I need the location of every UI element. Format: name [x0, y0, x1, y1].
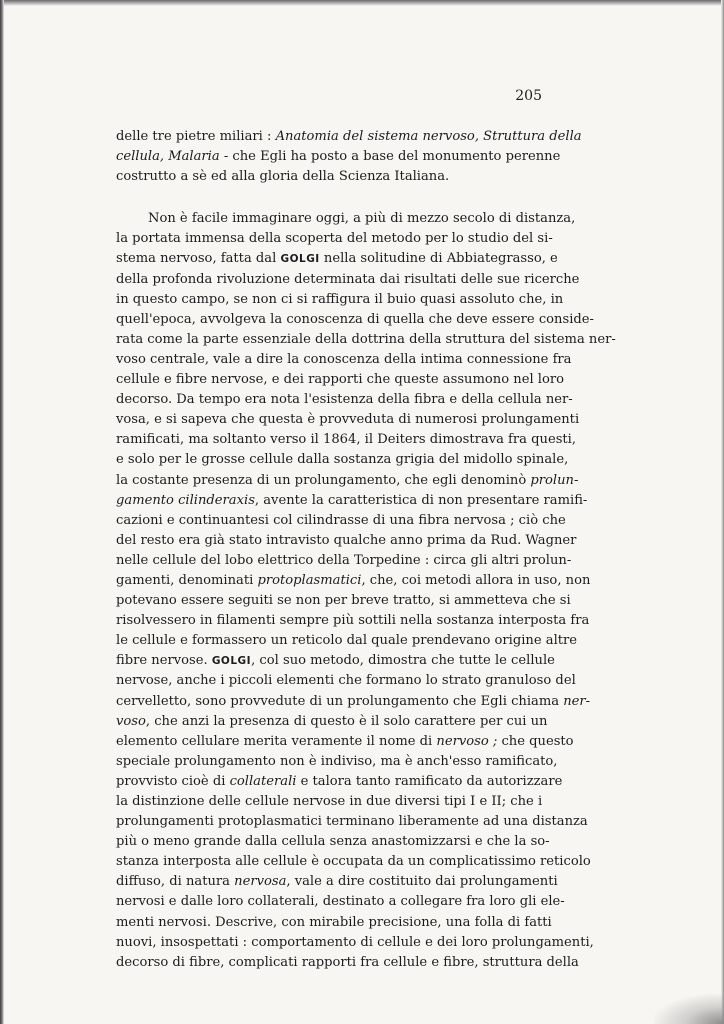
text-line: quell'epoca, avvolgeva la conoscenza di quella che deve essere conside-	[116, 311, 594, 327]
text-line: delle tre pietre miliari : Anatomia del sistema nervoso, Struttura della	[116, 129, 582, 144]
text-line: cellule e fibre nervose, e dei rapporti che queste assumono nel loro	[116, 372, 565, 388]
text-line: menti nervosi. Descrive, con mirabile precisione, una folla di fatti	[116, 914, 552, 930]
scan-top-edge	[0, 0, 724, 6]
text-line: le cellule e formassero un reticolo dal quale prendevano origine altre	[116, 633, 578, 649]
text-line: risolvessero in filamenti sempre più sottili nella sostanza interposta fra	[116, 613, 590, 629]
body-text	[116, 127, 616, 973]
golgi-name: GOLGI	[280, 253, 320, 266]
text-line: gamento cilinderaxis, avente la caratteristica di non presentare ramifi-	[116, 492, 588, 508]
text-line: elemento cellulare merita veramente il nome di nervoso ; che questo	[116, 733, 574, 749]
text-line: stema nervoso, fatta dal GOLGI nella solitudine di Abbiategrasso, e	[116, 251, 558, 267]
text-line: costrutto a sè ed alla gloria della Scienza Italiana.	[116, 169, 450, 185]
text-line: più o meno grande dalla cellula senza anastomizzarsi e che la so-	[116, 834, 550, 850]
text-line: stanza interposta alle cellule è occupata da un complicatissimo reticolo	[116, 854, 591, 870]
text-line: potevano essere seguiti se non per breve tratto, si ammetteva che si	[116, 593, 571, 609]
golgi-name: GOLGI	[211, 655, 252, 668]
paragraph-1	[116, 127, 582, 187]
text-line: cazioni e continuantesi col cilindrasse di una fibra nervosa ; ciò che	[116, 512, 566, 528]
text-line: nervosi e dalle loro collaterali, destinato a collegare fra loro gli ele-	[116, 894, 565, 910]
text-line: del resto era già stato intravisto qualche anno prima da Rud. Wagner	[116, 532, 577, 548]
text-line: cervelletto, sono provvedute di un prolungamento che Egli chiama ner-	[116, 693, 591, 709]
text-line: la portata immensa della scoperta del metodo per lo studio del si-	[116, 231, 553, 247]
text-line: fibre nervose. GOLGI, col suo metodo, dimostra che tutte le cellule	[116, 653, 555, 669]
text-line: della profonda rivoluzione determinata dai risultati delle sue ricerche	[116, 271, 580, 287]
text-line: decorso. Da tempo era nota l'esistenza della fibra e della cellula ner-	[116, 392, 573, 408]
text-line: la costante presenza di un prolungamento, che egli denominò prolun-	[116, 472, 579, 488]
text-line: Non è facile immaginare oggi, a più di mezzo secolo di distanza,	[148, 211, 576, 227]
text-line: cellula, Malaria - che Egli ha posto a base del monumento perenne	[116, 149, 561, 165]
text-line: provvisto cioè di collaterali e talora tanto ramificato da autorizzare	[116, 773, 563, 789]
text-line: voso centrale, vale a dire la conoscenza della intima connessione fra	[116, 351, 572, 367]
text-line: gamenti, denominati protoplasmatici, che, coi metodi allora in uso, non	[116, 572, 591, 588]
text-line: rata come la parte essenziale della dottrina della struttura del sistema ner-	[116, 331, 616, 347]
text-line: in questo campo, se non ci si raffigura il buio quasi assoluto che, in	[116, 291, 564, 307]
paragraph-2	[116, 209, 616, 973]
text-line: nelle cellule del lobo elettrico della Torpedine : circa gli altri prolun-	[116, 552, 572, 568]
text-line: prolungamenti protoplasmatici terminano liberamente ad una distanza	[116, 814, 588, 830]
text-line: la distinzione delle cellule nervose in due diversi tipi I e II; che i	[116, 794, 543, 809]
scan-left-edge	[0, 0, 4, 1024]
page-number: 205	[515, 88, 542, 104]
text-line: speciale prolungamento non è indiviso, ma è anch'esso ramificato,	[116, 753, 558, 769]
text-line: diffuso, di natura nervosa, vale a dire costituito dai prolungamenti	[116, 874, 558, 890]
paragraph-gap	[116, 187, 542, 209]
text-line: decorso di fibre, complicati rapporti fra cellule e fibre, struttura della	[116, 954, 579, 970]
text-line: e solo per le grosse cellule dalla sostanza grigia del midollo spinale,	[116, 452, 569, 468]
text-line: nuovi, insospettati : comportamento di cellule e dei loro prolungamenti,	[116, 934, 594, 950]
text-line: voso, che anzi la presenza di questo è il solo carattere per cui un	[116, 713, 548, 729]
text-line: vosa, e si sapeva che questa è provveduta di numerosi prolungamenti	[116, 412, 580, 428]
text-line: ramificati, ma soltanto verso il 1864, il Deiters dimostrava fra questi,	[116, 432, 577, 448]
scan-corner-smudge	[654, 994, 724, 1024]
text-line: nervose, anche i piccoli elementi che formano lo strato granuloso del	[116, 673, 576, 689]
